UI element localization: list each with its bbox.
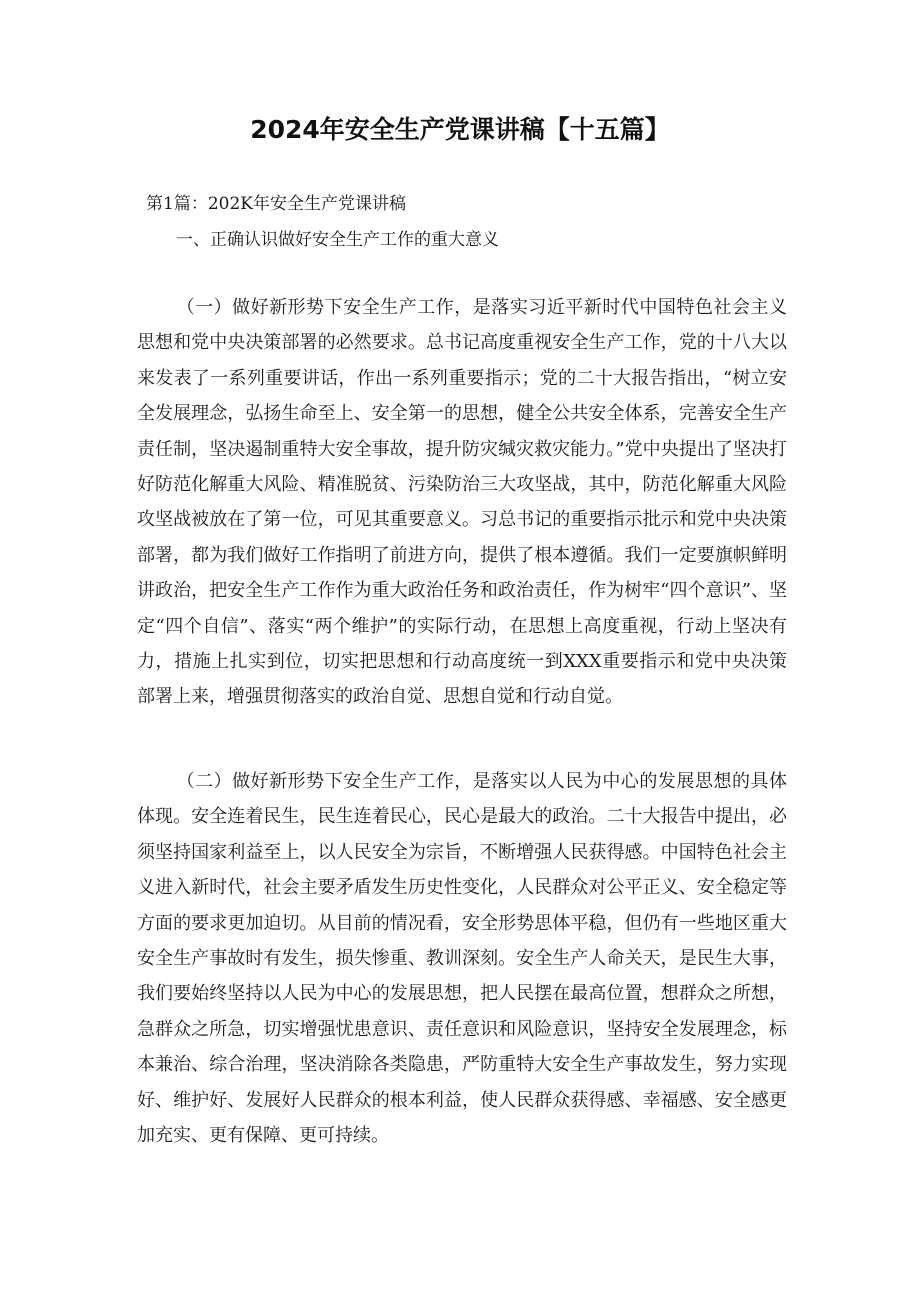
- body-paragraph-1: （一）做好新形势下安全生产工作，是落实习近平新时代中国特色社会主义思想和党中央决策部署的必然要求。总书记高度重视安全生产工作，党的十八大以来发表了一系列重要讲话，作出一系列重要指示；党的二十大报告指出，“树立安全发展理念，弘扬生命至上、安全第一的思想，健全公共安全体系，完善安全生产责任制，坚决遏制重特大安全事故，提升防灾缄灾救灾能力。”党中央提出了坚决打好防范化解重大风险、精准脱贫、污染防治三大攻坚战，其中，防范化解重大风险攻坚战被放在了第一位，可见其重要意义。习总书记的重要指示批示和党中央决策部署，都为我们做好工作指明了前进方向，提供了根本遵循。我们一定要旗帜鲜明讲政治，把安全生产工作作为重大政治任务和政治责任，作为树牢“四个意识”、坚定“四个自信”、落实“两个维护”的实际行动，在思想上高度重视，行动上坚决有力，措施上扎实到位，切实把思想和行动高度统一到XXX重要指示和党中央决策部署上来，增强贯彻落实的政治自觉、思想自觉和行动自觉。: [137, 297, 787, 708]
- body-paragraph-2: （二）做好新形势下安全生产工作，是落实以人民为中心的发展思想的具体体现。安全连着民生，民生连着民心，民心是最大的政治。二十大报告中提出，必须坚持国家利益至上，以人民安全为宗旨，不断增强人民获得感。中国特色社会主义进入新时代，社会主要矛盾发生历史性变化，人民群众对公平正义、安全稳定等方面的要求更加迫切。从目前的情况看，安全形势思体平稳，但仍有一些地区重大安全生产事故时有发生，损失惨重、教训深刻。安全生产人命关天，是民生大事，我们要始终坚持以人民为中心的发展思想，把人民摆在最高位置，想群众之所想，急群众之所急，切实增强忧患意识、责任意识和风险意识，坚持安全发展理念，标本兼治、综合治理，坚决消除各类隐患，严防重特大安全生产事故发生，努力实现好、维护好、发展好人民群众的根本利益，使人民群众获得感、幸福感、安全感更加充实、更有保障、更可持续。: [137, 771, 787, 1147]
- document-title: 2024年安全生产党课讲稿【十五篇】: [250, 115, 670, 144]
- sub-heading: 一、正确认识做好安全生产工作的重大意义: [176, 230, 499, 250]
- section-heading: 第1篇：202K年安全生产党课讲稿: [146, 194, 406, 214]
